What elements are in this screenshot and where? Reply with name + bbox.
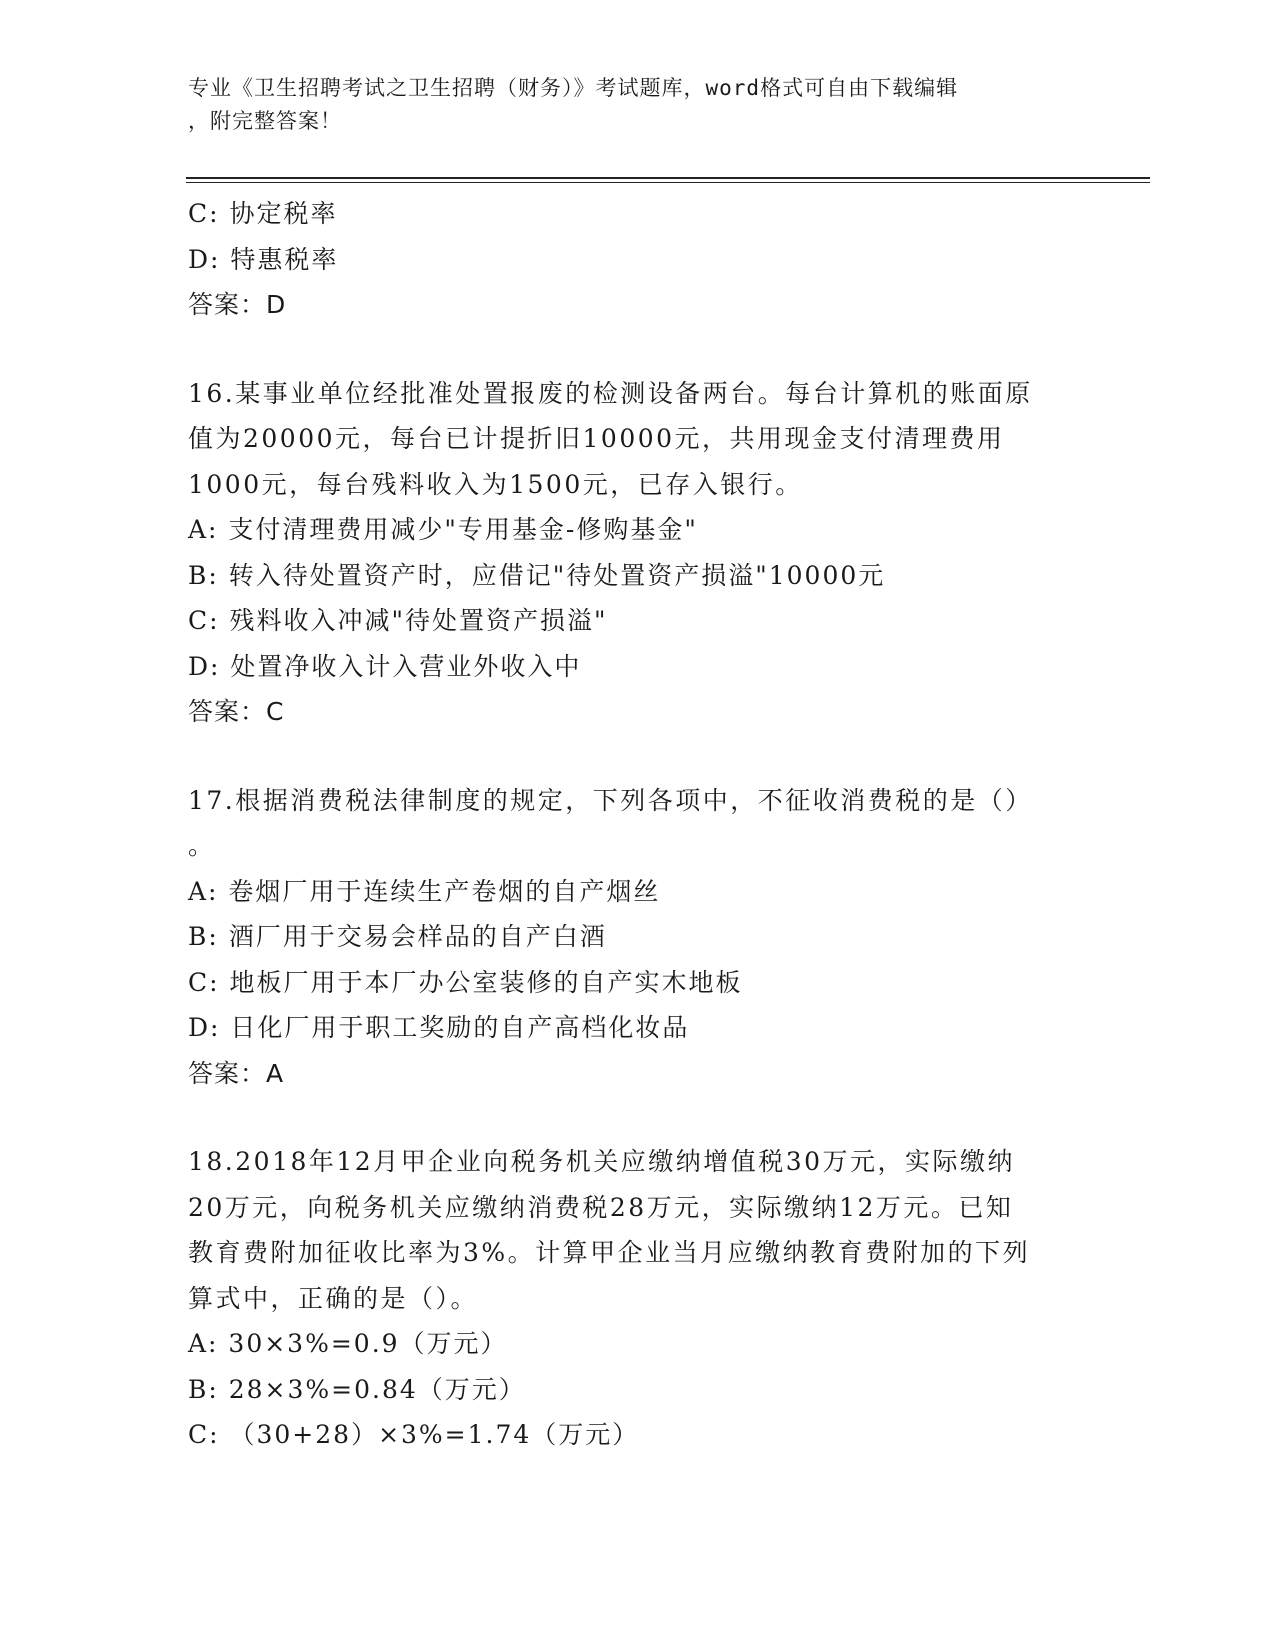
q18-option-c: C: （30+28）×3%=1.74（万元） [188, 1420, 640, 1449]
q17-text-line-2: 。 [188, 831, 216, 860]
q17-option-d: D: 日化厂用于职工奖励的自产高档化妆品 [188, 1013, 690, 1042]
header-line-2: ，附完整答案！ [188, 109, 342, 133]
question-content [188, 191, 1088, 1458]
q17-option-b: B: 酒厂用于交易会样品的自产白酒 [188, 922, 607, 951]
q18-option-a: A: 30×3%=0.9（万元） [188, 1329, 508, 1358]
q15-option-c: C: 协定税率 [188, 199, 338, 228]
q18-text-line-2: 20万元，向税务机关应缴纳消费税28万元，实际缴纳12万元。已知 [188, 1192, 1014, 1222]
q16-answer: 答案：C [188, 697, 285, 726]
q17-option-c: C: 地板厂用于本厂办公室装修的自产实木地板 [188, 967, 743, 997]
header-line-1: 专业《卫生招聘考试之卫生招聘（财务）》考试题库，word格式可自由下载编辑 [188, 76, 959, 100]
q18-text-line-4: 算式中，正确的是（）。 [188, 1283, 479, 1313]
q15-answer: 答案：D [188, 290, 287, 319]
q17-option-a: A: 卷烟厂用于连续生产卷烟的自产烟丝 [188, 876, 661, 906]
q17-answer: 答案：A [188, 1058, 285, 1088]
q16-option-d: D: 处置净收入计入营业外收入中 [188, 651, 582, 681]
q18-option-b: B: 28×3%=0.84（万元） [188, 1374, 526, 1404]
header-divider-thin [186, 182, 1150, 183]
question-16 [188, 371, 1088, 735]
header-divider-thick [186, 177, 1150, 179]
question-15-tail [188, 191, 1088, 328]
q18-text-line-1: 18.2018年12月甲企业向税务机关应缴纳增值税30万元，实际缴纳 [188, 1147, 1016, 1176]
question-18 [188, 1139, 1088, 1458]
q15-option-d: D: 特惠税率 [188, 244, 339, 274]
q16-option-c: C: 残料收入冲减"待处置资产损溢" [188, 606, 608, 635]
question-17 [188, 778, 1088, 1097]
q18-text-line-3: 教育费附加征收比率为3%。计算甲企业当月应缴纳教育费附加的下列 [188, 1238, 1031, 1267]
q16-text-line-1: 16.某事业单位经批准处置报废的检测设备两台。每台计算机的账面原 [188, 378, 1033, 408]
q16-option-a: A: 支付清理费用减少"专用基金-修购基金" [188, 515, 698, 544]
document-header [188, 72, 1068, 138]
q17-text-line-1: 17.根据消费税法律制度的规定，下列各项中，不征收消费税的是（） [188, 785, 1033, 815]
q16-text-line-3: 1000元，每台残料收入为1500元，已存入银行。 [188, 469, 803, 499]
q16-option-b: B: 转入待处置资产时，应借记"待处置资产损溢"10000元 [188, 560, 886, 590]
q16-text-line-2: 值为20000元，每台已计提折旧10000元，共用现金支付清理费用 [188, 424, 1005, 453]
